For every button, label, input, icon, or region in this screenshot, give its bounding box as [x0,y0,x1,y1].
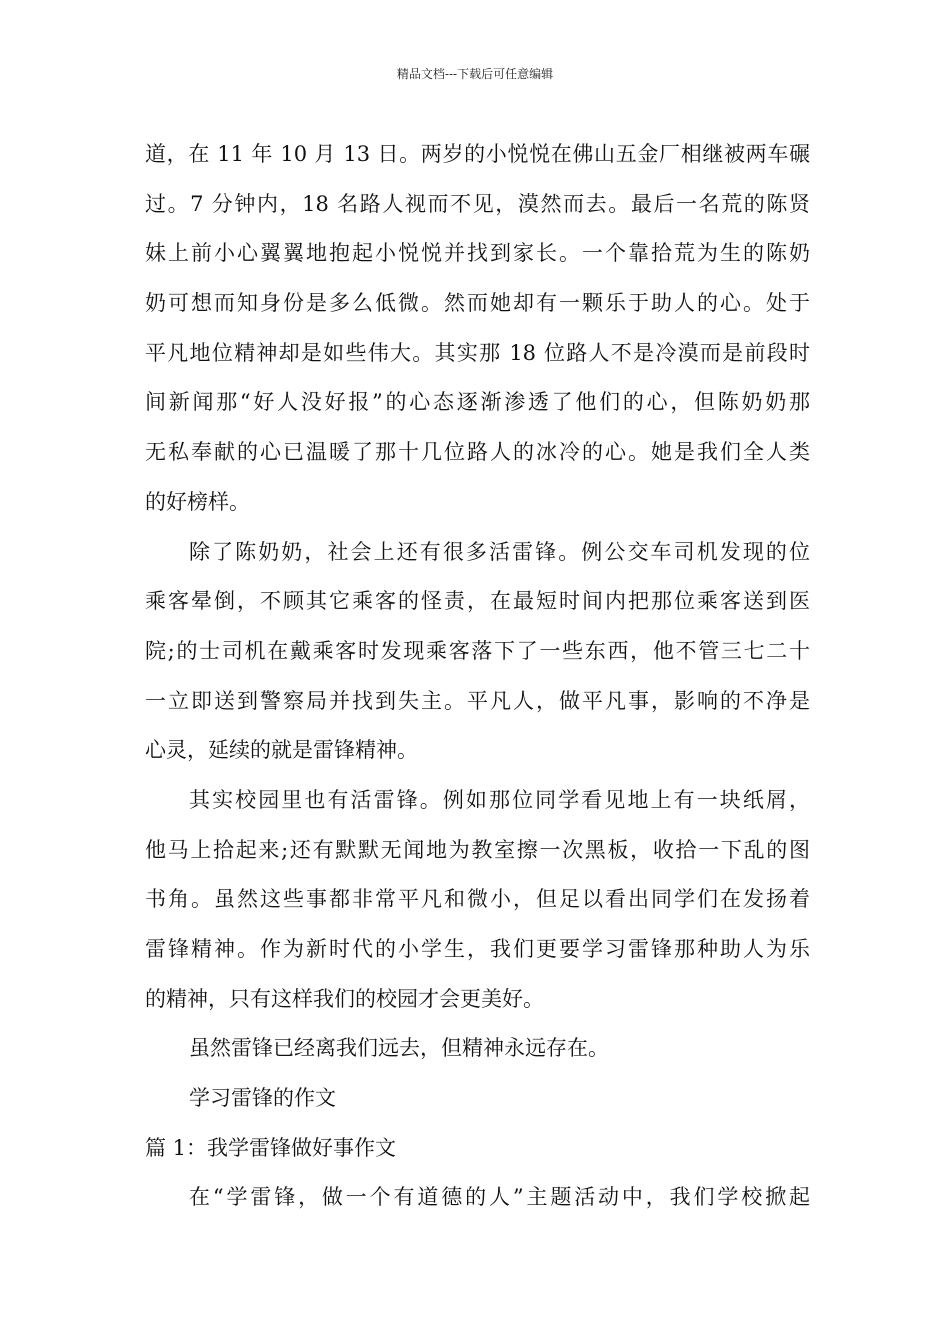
text-line: 间新闻那“好人没好报”的心态逐渐渗透了他们的心，但陈奶奶那 [145,390,810,415]
text-line: 妹上前小心翼翼地抱起小悦悦并找到家长。一个靠拾荒为生的陈奶 [145,241,810,266]
text-line: 平凡地位精神却是如些伟大。其实那 18 位路人不是冷漠而是前段时 [145,340,810,365]
text-line: 学习雷锋的作文 [189,1086,336,1111]
text-line: 其实校园里也有活雷锋。例如那位同学看见地上有一块纸屑， [189,787,810,812]
text-line: 书角。虽然这些事都非常平凡和微小，但足以看出同学们在发扬着 [145,887,810,912]
text-line: 在“学雷锋，做一个有道德的人”主题活动中，我们学校掀起 [189,1185,810,1210]
page-header: 精品文档---下载后可任意编辑 [396,67,554,81]
text-line: 奶可想而知身份是多么低微。然而她却有一颗乐于助人的心。处于 [145,291,810,316]
text-line: 道，在 11 年 10 月 13 日。两岁的小悦悦在佛山五金厂相继被两车碾 [145,142,810,166]
text-line: 除了陈奶奶，社会上还有很多活雷锋。例公交车司机发现的位 [189,539,810,564]
text-line: 心灵，延续的就是雷锋精神。 [145,738,418,763]
text-line: 的精神，只有这样我们的校园才会更美好。 [145,986,544,1011]
text-line: 过。7 分钟内，18 名路人视而不见，漠然而去。最后一名荒的陈贤 [145,191,810,216]
text-line: 院;的士司机在戴乘客时发现乘客落下了一些东西，他不管三七二十 [145,638,810,663]
text-line: 的好榜样。 [145,489,250,514]
text-line: 篇 1：我学雷锋做好事作文 [145,1135,397,1160]
text-line: 无私奉献的心已温暖了那十几位路人的冰冷的心。她是我们全人类 [145,440,810,465]
text-line: 他马上拾起来;还有默默无闻地为教室擦一次黑板，收拾一下乱的图 [145,837,810,862]
text-line: 雷锋精神。作为新时代的小学生，我们更要学习雷锋那种助人为乐 [145,937,810,961]
text-line: 一立即送到警察局并找到失主。平凡人，做平凡事，影响的不净是 [145,688,810,713]
document-body [145,130,810,1223]
text-line: 虽然雷锋已经离我们远去，但精神永远存在。 [189,1036,609,1061]
text-line: 乘客晕倒，不顾其它乘客的怪责，在最短时间内把那位乘客送到医 [145,589,810,614]
